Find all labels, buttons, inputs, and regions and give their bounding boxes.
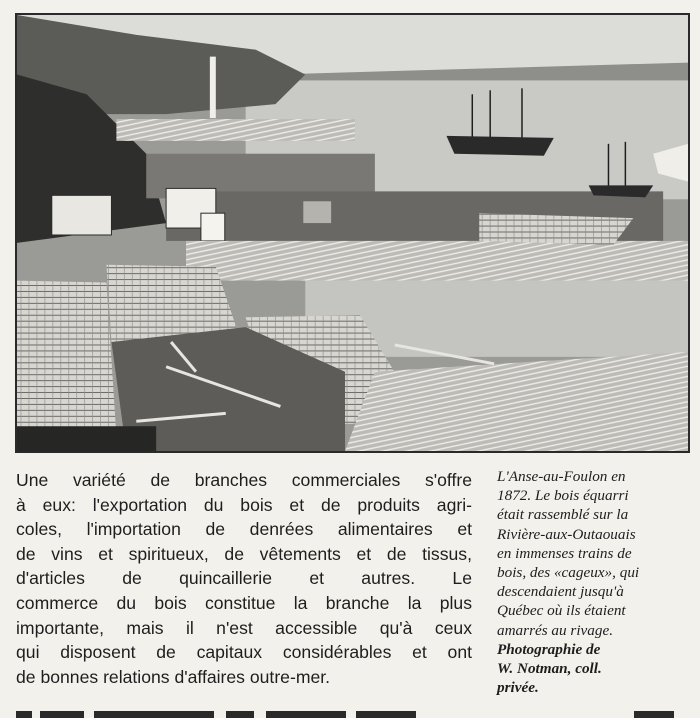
caption-line: en immenses trains de xyxy=(497,544,632,562)
body-line: qui disposent de capitaux considérables et ont xyxy=(16,642,472,663)
caption-line: descendaient jusqu'à xyxy=(497,583,624,601)
article-body-text xyxy=(16,468,472,689)
body-line: commerce du bois constitue la branche la plus xyxy=(16,592,472,613)
photo-credit-line: privée. xyxy=(497,679,539,697)
body-line: à eux: l'exportation du bois et de produits agri- xyxy=(16,494,472,515)
caption-line: L'Anse-au-Foulon en xyxy=(497,468,626,485)
caption-line: Québec où ils étaient xyxy=(497,602,626,620)
caption-line: bois, des «cageux», qui xyxy=(497,564,640,582)
body-line: importante, mais il n'est accessible qu'à ceux xyxy=(16,617,472,638)
caption-line: était rassemblé sur la xyxy=(497,506,629,524)
photograph-image xyxy=(17,15,688,451)
caption-line: 1872. Le bois équarri xyxy=(497,487,629,505)
body-line: d'articles de quincaillerie et autres. Le xyxy=(16,568,472,589)
caption-line: amarrés au rivage. xyxy=(497,621,614,639)
body-line: Une variété de branches commerciales s'offre xyxy=(16,470,472,490)
photo-credit-line: Photographie de xyxy=(497,640,601,658)
historical-photograph xyxy=(15,13,690,453)
photo-caption xyxy=(497,467,689,697)
caption-line: Rivière-aux-Outaouais xyxy=(497,525,636,543)
cropped-heading-fragment xyxy=(14,703,694,718)
body-line: de vins et spiritueux, de vêtements et de tissus, xyxy=(16,543,472,564)
body-line: coles, l'importation de denrées alimentaires et xyxy=(16,519,472,540)
body-line: de bonnes relations d'affaires outre-mer. xyxy=(16,666,331,687)
photo-credit-line: W. Notman, coll. xyxy=(497,660,602,678)
